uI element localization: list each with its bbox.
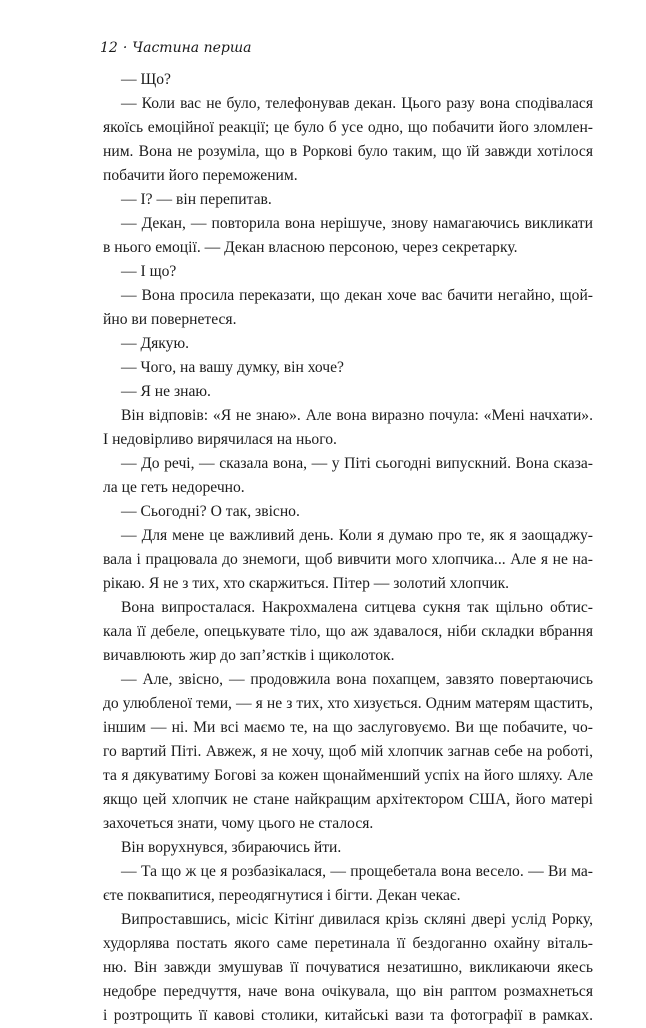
text-line: кала її дебеле, опецькувате тіло, що аж здавалося, ніби складки вбрання	[103, 623, 593, 640]
page-number: 12	[100, 40, 118, 56]
running-head	[100, 40, 251, 56]
text-line: Випроставшись, місіс Кітінґ дивилася крізь скляні двері услід Рорку,	[121, 911, 593, 928]
text-line: Вона випросталася. Накрохмалена ситцева сукня так щільно обтис-	[121, 599, 593, 616]
text-line: до улюбленої теми, — я не з тих, хто хизується. Одним матерям щастить,	[103, 695, 593, 712]
text-line: вичавлюють жир до зап’ястків і щиколоток.	[103, 647, 395, 664]
text-line: — Декан, — повторила вона нерішуче, знову намагаючись викликати	[121, 215, 593, 232]
text-line: недобре передчуття, наче вона очікувала, що він раптом розмахнеться	[103, 983, 593, 1000]
text-line: — Я не знаю.	[121, 383, 211, 400]
text-line: єте поквапитися, переодягнутися і бігти. Декан чекає.	[103, 887, 461, 904]
text-line: — Для мене це важливий день. Коли я думаю про те, як я заощаджу-	[121, 527, 593, 544]
text-line: — Вона просила переказати, що декан хоче вас бачити негайно, щой-	[121, 287, 593, 304]
text-line: — І що?	[121, 263, 177, 280]
text-line: ню. Він завжди змушував її почуватися незатишно, викликаючи якесь	[103, 959, 593, 976]
text-line: го вартий Піті. Авжеж, я не хочу, щоб мій хлопчик загнав себе на роботі,	[103, 743, 593, 760]
text-line: — До речі, — сказала вона, — у Піті сьогодні випускний. Вона сказа-	[121, 455, 593, 472]
text-line: — Чого, на вашу думку, він хоче?	[121, 359, 344, 376]
text-line: — Та що ж це я розбазікалася, — прощебетала вона весело. — Ви ма-	[121, 863, 593, 880]
text-line: — І? — він перепитав.	[121, 191, 272, 208]
text-line: в нього емоції. — Декан власною персоною, через секретарку.	[103, 239, 518, 256]
text-line: — Але, звісно, — продовжила вона похапцем, завзято повертаючись	[121, 671, 593, 688]
text-line: Він ворухнувся, збираючись йти.	[121, 839, 342, 856]
text-line: — Що?	[121, 71, 171, 88]
part-title: Частина перша	[132, 40, 252, 56]
text-line: ла це геть недоречно.	[103, 479, 245, 496]
text-line: худорлява постать якого саме перетинала її бездоганно охайну віталь-	[103, 935, 593, 952]
text-line: та я дякуватиму Богові за кожен щонайменший успіх на його шляху. Але	[103, 767, 593, 784]
text-line: — Сьогодні? О так, звісно.	[121, 503, 300, 520]
text-line: рікаю. Я не з тих, хто скаржиться. Пітер — золотий хлопчик.	[103, 575, 510, 592]
text-line: захочеться знати, чому цього не сталося.	[103, 815, 374, 832]
text-line: ним. Вона не розуміла, що в Роркові було таким, що їй завжди хотілося	[103, 143, 593, 160]
text-line: — Коли вас не було, телефонував декан. Цього разу вона сподівалася	[121, 95, 593, 112]
text-line: якоїсь емоційної реакції; це було б усе одно, що побачити його зломлен-	[103, 119, 593, 136]
text-line: іншим — ні. Ми всі маємо те, на що заслуговуємо. Ви ще побачите, чо-	[103, 719, 593, 736]
text-line: Він відповів: «Я не знаю». Але вона виразно почула: «Мені начхати».	[121, 407, 593, 424]
text-line: йно ви повернетеся.	[103, 311, 237, 328]
header-separator: ·	[122, 40, 128, 56]
text-line: вала і працювала до знемоги, щоб вивчити мого хлопчика... Але я не на-	[103, 551, 593, 568]
text-line: — Дякую.	[121, 335, 190, 352]
text-line: і розтрощить її кавові столики, китайські вази та фотографії в рамках.	[103, 1007, 593, 1024]
text-line: побачити його переможеним.	[103, 167, 298, 184]
text-line: якщо цей хлопчик не стане найкращим архітектором США, його матері	[103, 791, 593, 808]
text-line: І недовірливо вирячилася на нього.	[103, 431, 337, 448]
